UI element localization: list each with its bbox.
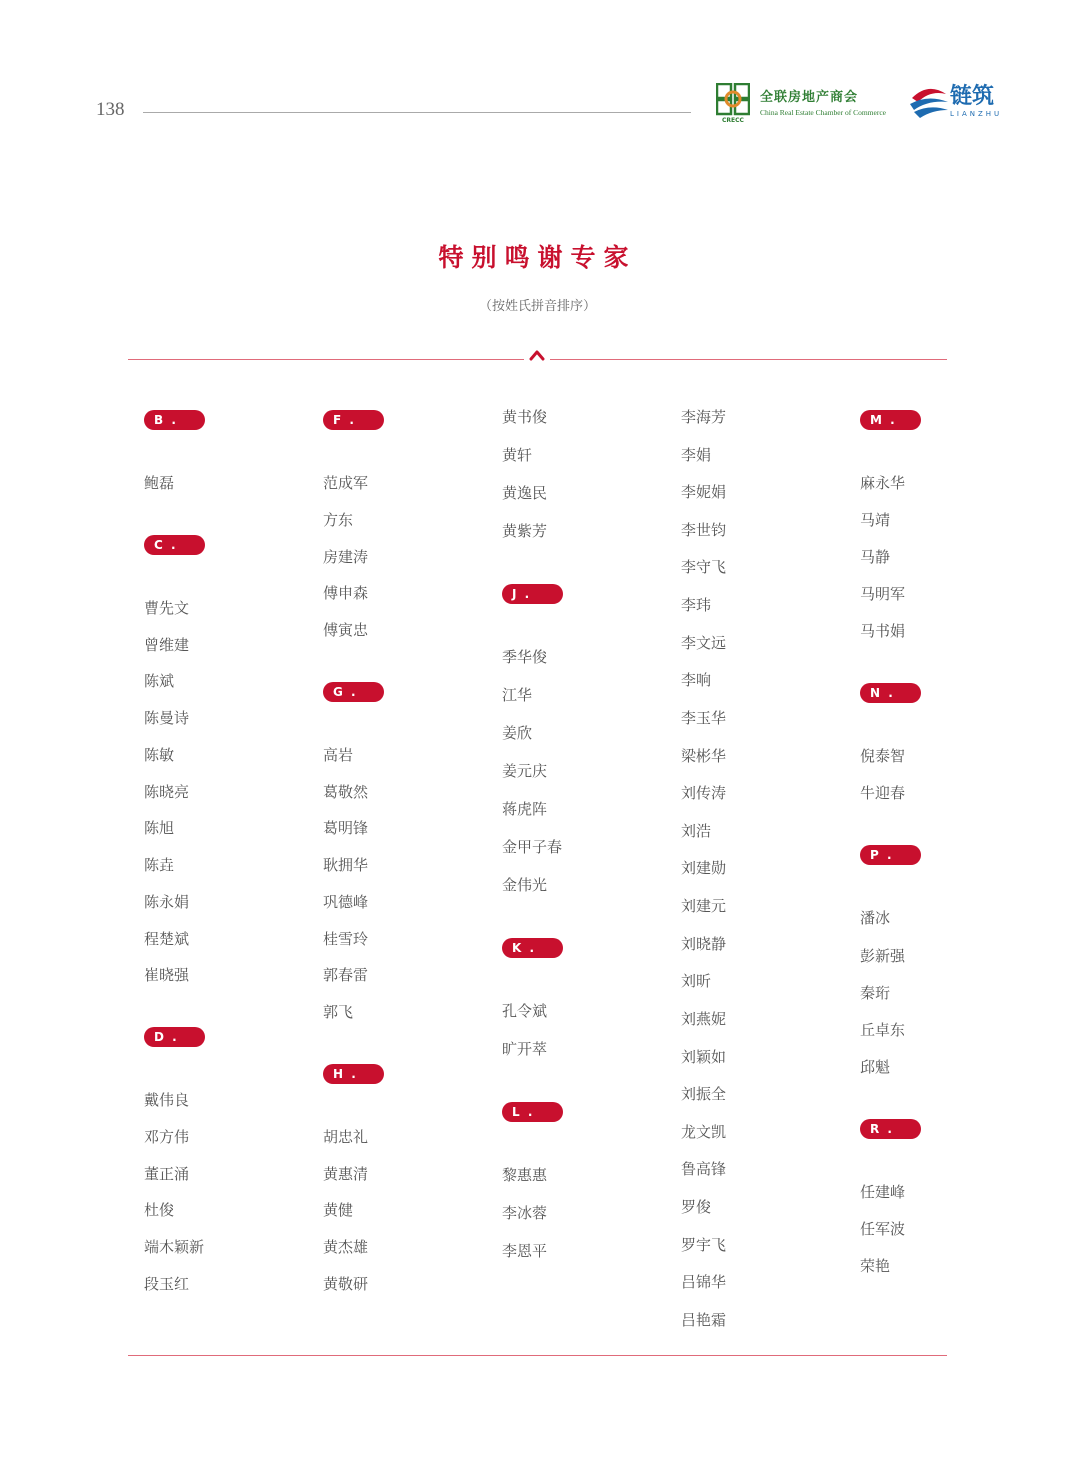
org-name-en: China Real Estate Chamber of Commerce [760,108,887,117]
expert-name: 端木颖新 [144,1238,205,1257]
expert-name: 邓方伟 [144,1127,190,1146]
letter-badge-m: M . [860,410,921,430]
expert-name: 季华俊 [502,648,548,666]
expert-name: 姜元庆 [502,762,548,780]
expert-name: 邱魁 [860,1057,891,1076]
expert-name: 陈垚 [144,856,175,875]
expert-name: 黄惠清 [323,1164,369,1183]
letter-badge-j: J . [502,584,563,604]
expert-name: 丘卓东 [860,1020,906,1039]
expert-name: 高岩 [323,745,354,764]
letter-badge-r: R . [860,1119,921,1139]
expert-name: 旷开萃 [502,1040,548,1058]
expert-name: 郭春雷 [323,966,369,985]
expert-name: 吕锦华 [681,1273,727,1292]
expert-name: 房建涛 [323,547,369,566]
expert-name: 李文远 [681,633,727,652]
expert-name: 姜欣 [502,724,533,742]
expert-name: 耿拥华 [323,856,369,875]
expert-name: 郭飞 [323,1003,354,1022]
crecc-logo-icon [716,83,750,123]
expert-name: 黄健 [323,1201,354,1220]
divider-left [128,359,524,360]
expert-name: 胡忠礼 [323,1127,369,1146]
brand-name-en: LIANZHU [950,110,1003,118]
expert-name: 任建峰 [860,1182,906,1201]
expert-name: 曹先文 [144,598,190,617]
expert-name: 程楚斌 [144,929,190,948]
letter-badge-g: G . [323,682,384,702]
expert-name: 黄逸民 [502,484,548,502]
letter-badge-b: B . [144,410,205,430]
letter-badge-p: P . [860,845,921,865]
expert-name: 黎惠惠 [502,1166,548,1184]
expert-name: 荣艳 [860,1256,891,1275]
expert-name: 李妮娟 [681,483,727,502]
expert-name: 李海芳 [681,408,727,426]
expert-name: 刘传涛 [681,784,727,803]
expert-name: 麻永华 [860,474,906,492]
expert-name: 李恩平 [502,1242,548,1260]
expert-name: 马靖 [860,511,891,530]
expert-name: 方东 [323,510,354,529]
expert-name: 黄敬研 [323,1274,369,1293]
expert-name: 李守飞 [681,558,727,577]
expert-name: 马明军 [860,585,906,604]
expert-name: 吕艳霜 [681,1310,727,1329]
expert-name: 李响 [681,671,712,690]
expert-name: 罗俊 [681,1198,712,1217]
expert-name: 陈旭 [144,819,175,838]
expert-name: 潘冰 [860,909,891,928]
expert-name: 任军波 [860,1219,906,1238]
expert-name: 葛敬然 [323,782,369,801]
expert-name: 范成军 [323,474,369,492]
expert-name: 梁彬华 [681,746,727,765]
expert-name: 江华 [502,686,533,704]
expert-name: 桂雪玲 [323,929,369,948]
expert-name: 蒋虎阵 [502,800,548,818]
lianzhu-brand [950,84,1002,118]
page-number: 138 [96,99,125,120]
letter-badge-f: F . [323,410,384,430]
expert-name: 倪泰智 [860,747,906,766]
expert-name: 黄杰雄 [323,1238,369,1257]
expert-name: 李娟 [681,445,712,464]
crecc-logo-label: CRECC [722,117,744,123]
expert-name: 刘燕妮 [681,1009,727,1028]
expert-name: 鲁高锋 [681,1160,727,1179]
expert-name: 董正涌 [144,1164,190,1183]
expert-name: 傅寅忠 [323,621,369,640]
caret-up-icon [529,349,545,361]
letter-badge-c: C . [144,535,205,555]
expert-name: 刘浩 [681,821,712,840]
expert-name: 鲍磊 [144,474,175,492]
expert-name: 李冰蓉 [502,1204,548,1222]
expert-name: 傅申森 [323,584,369,603]
expert-name: 李玮 [681,596,712,615]
crecc-org-name [760,86,886,117]
expert-name: 曾维建 [144,635,190,654]
expert-name: 陈曼诗 [144,709,190,728]
letter-badge-d: D . [144,1027,205,1047]
expert-name: 彭新强 [860,946,906,965]
expert-name: 戴伟良 [144,1091,190,1110]
letter-badge-l: L . [502,1102,563,1122]
expert-name: 黄紫芳 [502,522,548,540]
expert-name: 秦珩 [860,983,891,1002]
expert-name: 陈斌 [144,672,175,691]
expert-name: 陈永娟 [144,892,190,911]
lianzhu-logo-icon [908,84,950,120]
expert-name: 陈敏 [144,745,175,764]
expert-name: 刘昕 [681,972,712,991]
brand-name-cn: 链筑 [950,84,995,109]
expert-name: 刘振全 [681,1085,727,1104]
org-name-cn: 全联房地产商会 [760,90,859,105]
expert-name: 马静 [860,548,891,567]
expert-name: 段玉红 [144,1274,190,1293]
expert-name: 金伟光 [502,876,548,894]
expert-name: 刘建元 [681,897,727,916]
expert-name: 葛明锋 [323,819,369,838]
expert-name: 龙文凯 [681,1122,727,1141]
letter-badge-n: N . [860,683,921,703]
expert-name: 马书娟 [860,622,906,641]
expert-name: 牛迎春 [860,784,906,803]
expert-name: 陈晓亮 [144,782,190,801]
page-title: 特别鸣谢专家 [438,243,637,272]
divider-bottom [128,1355,947,1356]
expert-name: 黄书俊 [502,408,548,426]
page-subtitle: （按姓氏拼音排序） [478,299,596,314]
expert-name: 黄轩 [502,446,533,464]
expert-name: 刘晓静 [681,934,727,953]
expert-name: 李玉华 [681,708,727,727]
letter-badge-k: K . [502,938,563,958]
expert-name: 刘建勋 [681,859,727,878]
expert-name: 刘颖如 [681,1047,727,1066]
header-rule [143,112,691,113]
expert-name: 金甲子春 [502,838,563,856]
expert-name: 崔晓强 [144,966,190,985]
letter-badge-h: H . [323,1064,384,1084]
expert-name: 孔令斌 [502,1002,548,1020]
expert-name: 杜俊 [144,1201,175,1220]
expert-name: 李世钧 [681,520,727,539]
expert-name: 巩德峰 [323,892,369,911]
divider-right [550,359,947,360]
expert-name: 罗宇飞 [681,1235,727,1254]
